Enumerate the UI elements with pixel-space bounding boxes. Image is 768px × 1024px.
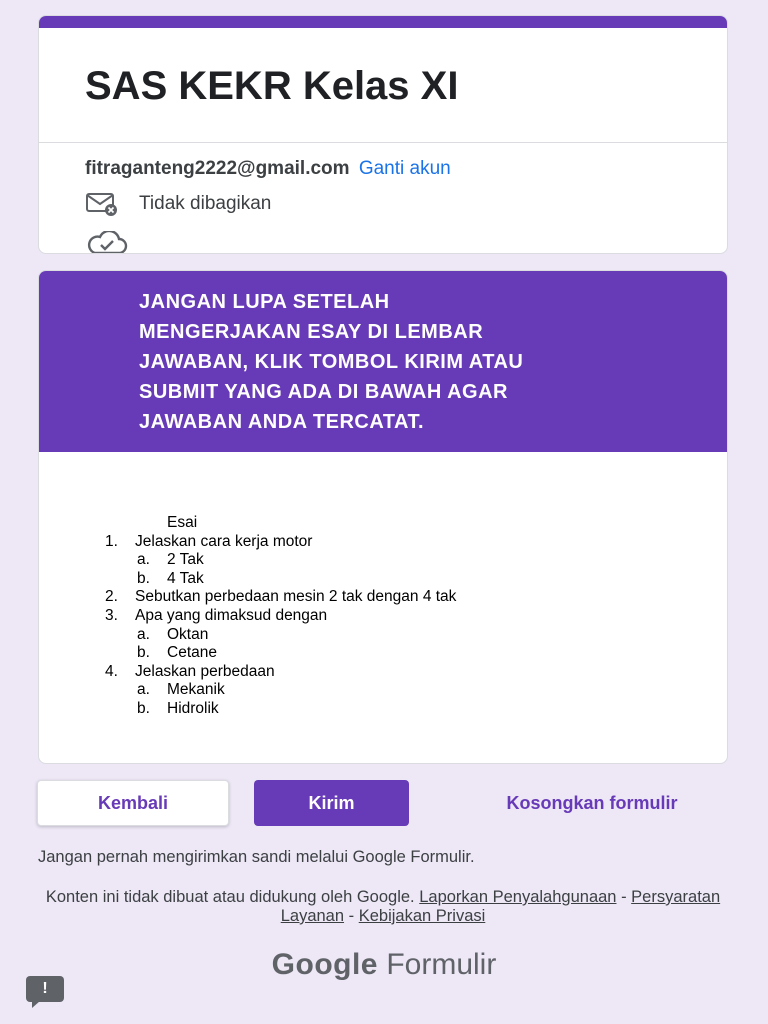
- question-number: 3.: [105, 606, 118, 624]
- essay-image: [39, 452, 727, 719]
- form-header-card: [38, 15, 728, 254]
- essay-heading: Esai: [167, 514, 198, 531]
- sub-letter: b.: [137, 644, 150, 662]
- sub-item: [105, 570, 727, 589]
- sub-text: 2 Tak: [167, 551, 204, 569]
- disclaimer: [38, 888, 728, 926]
- separator: -: [348, 907, 355, 925]
- email-not-shared-row: [39, 181, 727, 217]
- submit-button[interactable]: Kirim: [254, 780, 409, 826]
- question-item: [105, 607, 727, 626]
- sub-text: Mekanik: [167, 681, 225, 699]
- instruction-line: JAWABAN ANDA TERCATAT.: [139, 411, 425, 433]
- question-item: [105, 533, 727, 552]
- instruction-line: JAWABAN, KLIK TOMBOL KIRIM ATAU: [139, 351, 524, 373]
- clear-form-button[interactable]: Kosongkan formulir: [506, 792, 678, 813]
- question-item: [105, 663, 727, 682]
- question-number: 4.: [105, 662, 118, 680]
- section-header: [39, 271, 727, 452]
- separator: -: [621, 888, 627, 906]
- not-shared-label: Tidak dibagikan: [139, 193, 272, 214]
- back-button[interactable]: Kembali: [37, 780, 229, 826]
- sub-text: Hidrolik: [167, 699, 219, 717]
- instruction-line: JANGAN LUPA SETELAH: [139, 291, 390, 313]
- mail-off-icon: [85, 191, 119, 217]
- sub-letter: a.: [137, 625, 150, 643]
- sub-item: [105, 681, 727, 700]
- question-text: Jelaskan perbedaan: [135, 662, 275, 680]
- sub-text: 4 Tak: [167, 569, 204, 587]
- sub-text: Oktan: [167, 625, 209, 643]
- accent-bar: [39, 16, 727, 28]
- forms-wordmark: Formulir: [386, 948, 497, 981]
- cloud-done-icon: [85, 244, 129, 254]
- account-email: fitraganteng2222@gmail.com: [85, 158, 350, 179]
- question-text: Apa yang dimaksud dengan: [135, 606, 328, 624]
- sub-letter: a.: [137, 551, 150, 569]
- password-warning: Jangan pernah mengirimkan sandi melalui Google Formulir.: [38, 848, 475, 866]
- sub-letter: b.: [137, 569, 150, 587]
- sub-letter: b.: [137, 699, 150, 717]
- question-number: 1.: [105, 532, 118, 550]
- account-row: [39, 143, 727, 181]
- sub-item: [105, 644, 727, 663]
- google-wordmark: Google: [271, 948, 378, 981]
- question-text: Sebutkan perbedaan mesin 2 tak dengan 4 tak: [135, 588, 457, 606]
- sub-item: [105, 626, 727, 645]
- instruction-line: SUBMIT YANG ADA DI BAWAH AGAR: [139, 381, 508, 403]
- terms-link[interactable]: Persyaratan Layanan: [280, 888, 721, 925]
- section-card: [38, 270, 728, 764]
- sub-item: [105, 551, 727, 570]
- sub-item: [105, 700, 727, 719]
- privacy-link[interactable]: Kebijakan Privasi: [358, 907, 486, 925]
- disclaimer-text: Konten ini tidak dibuat atau didukung oleh Google.: [45, 888, 415, 906]
- switch-account-link[interactable]: Ganti akun: [358, 158, 451, 179]
- question-number: 2.: [105, 588, 118, 606]
- question-text: Jelaskan cara kerja motor: [135, 532, 313, 550]
- instruction-line: MENGERJAKAN ESAY DI LEMBAR: [139, 321, 484, 343]
- question-item: [105, 588, 727, 607]
- cloud-saved-row: [39, 217, 727, 254]
- google-forms-logo[interactable]: [0, 948, 768, 982]
- form-title: SAS KEKR Kelas XI: [85, 64, 459, 108]
- feedback-icon[interactable]: !: [26, 976, 64, 1002]
- report-abuse-link[interactable]: Laporkan Penyalahgunaan: [419, 888, 617, 906]
- sub-letter: a.: [137, 681, 150, 699]
- sub-text: Cetane: [167, 644, 217, 662]
